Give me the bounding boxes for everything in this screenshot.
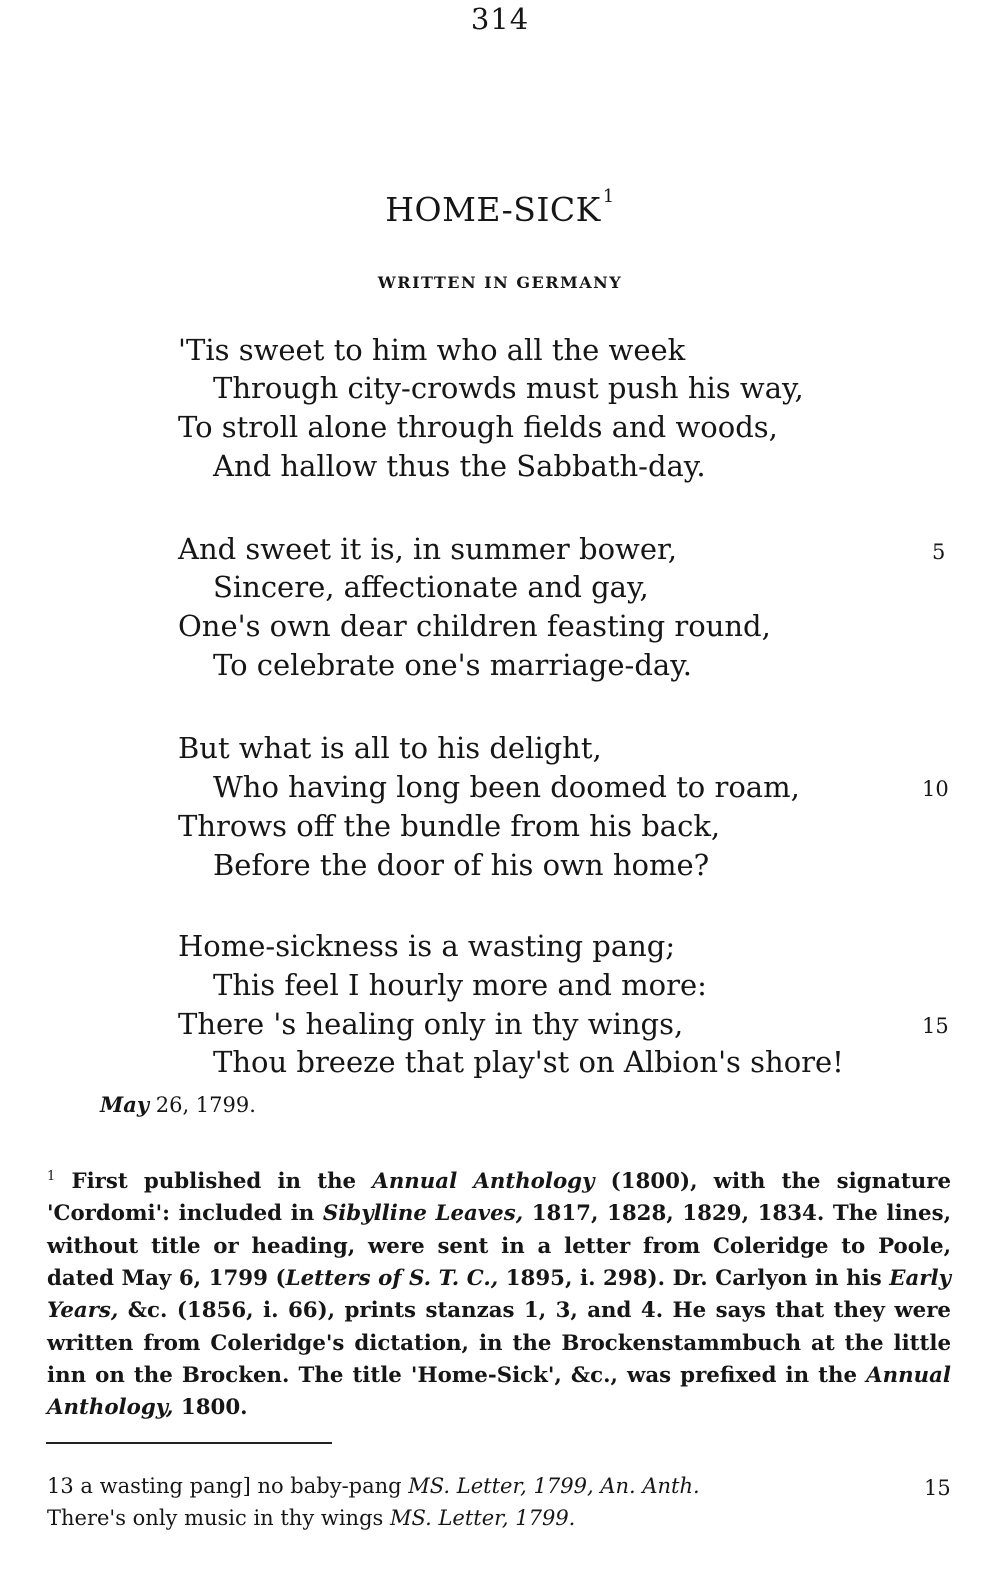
variant-reading-2 xyxy=(47,1503,575,1533)
page-number: 314 xyxy=(470,2,530,36)
stanza-1-line-3: To stroll alone through fields and woods, xyxy=(178,410,778,444)
line-number-5: 5 xyxy=(932,540,946,564)
poem-date xyxy=(100,1090,256,1120)
footnote-italic: Early Years, xyxy=(47,1265,951,1324)
stanza-2-line-2: Sincere, affectionate and gay, xyxy=(213,570,649,604)
stanza-4-line-3: There 's healing only in thy wings, xyxy=(178,1007,684,1041)
variant-text: There's only music in thy wings xyxy=(47,1506,390,1530)
poem-subtitle: WRITTEN IN GERMANY xyxy=(377,273,623,292)
footnote xyxy=(47,1161,951,1424)
footnote-italic: Sibylline Leaves, xyxy=(322,1201,524,1227)
stanza-4-line-4: Thou breeze that play'st on Albion's shore! xyxy=(213,1045,844,1079)
variant-reading-1 xyxy=(47,1471,700,1501)
footnote-text: 1817, 1828, 1829, 1834. The lines, without title or heading, were sent in a letter from Coleridge to Poole, dated May 6, 1799 ( xyxy=(47,1201,951,1291)
stanza-4-line-1: Home-sickness is a wasting pang; xyxy=(178,929,676,963)
poem-title-text: HOME-SICK xyxy=(385,190,601,229)
variant-source: MS. Letter, 1799. xyxy=(389,1506,576,1530)
poem-title xyxy=(0,186,1000,229)
line-number-15: 15 xyxy=(922,1014,949,1038)
footnote-text: 1800. xyxy=(173,1395,248,1421)
footnote-italic: Annual Anthology, xyxy=(47,1362,951,1421)
stanza-3-line-4: Before the door of his own home? xyxy=(213,848,710,882)
stanza-1-line-2: Through city-crowds must push his way, xyxy=(213,371,804,405)
stanza-3-line-3: Throws off the bundle from his back, xyxy=(178,809,721,843)
footnote-divider xyxy=(46,1442,332,1444)
date-rest: 26, 1799. xyxy=(149,1093,256,1117)
stanza-2-line-4: To celebrate one's marriage-day. xyxy=(213,648,692,682)
line-number-10: 10 xyxy=(922,777,949,801)
stanza-2-line-1: And sweet it is, in summer bower, xyxy=(178,532,677,566)
stanza-3-line-1: But what is all to his delight, xyxy=(178,731,602,765)
date-month: May xyxy=(100,1092,150,1117)
footnote-text: 1895, i. 298). Dr. Carlyon in his xyxy=(498,1265,890,1291)
stanza-1-line-1: 'Tis sweet to him who all the week xyxy=(178,333,686,367)
variant-source: MS. Letter, 1799, An. Anth. xyxy=(408,1474,700,1498)
footnote-italic: Annual Anthology xyxy=(372,1169,595,1195)
footnote-text: &c. (1856, i. 66), prints stanzas 1, 3, and 4. He says that they were written from Coleridge's dictation, in the Brockenstammbuch at the little inn on the Brocken. The title 'Home-Sick', &c., was prefixed in the xyxy=(47,1298,951,1388)
variant-line-number: 15 xyxy=(924,1476,951,1500)
stanza-3-line-2: Who having long been doomed to roam, xyxy=(213,770,800,804)
footnote-italic: Letters of S. T. C., xyxy=(285,1265,499,1291)
variant-text: 13 a wasting pang] no baby-pang xyxy=(47,1474,409,1498)
footnote-text: (1800), with the signature 'Cordomi': included in xyxy=(47,1169,952,1227)
footnote-mark: 1 xyxy=(47,1169,56,1184)
stanza-4-line-2: This feel I hourly more and more: xyxy=(213,968,707,1002)
stanza-2-line-3: One's own dear children feasting round, xyxy=(178,609,771,643)
title-footnote-mark: 1 xyxy=(602,186,615,207)
footnote-text: First published in the xyxy=(55,1169,373,1195)
stanza-1-line-4: And hallow thus the Sabbath-day. xyxy=(213,449,706,483)
